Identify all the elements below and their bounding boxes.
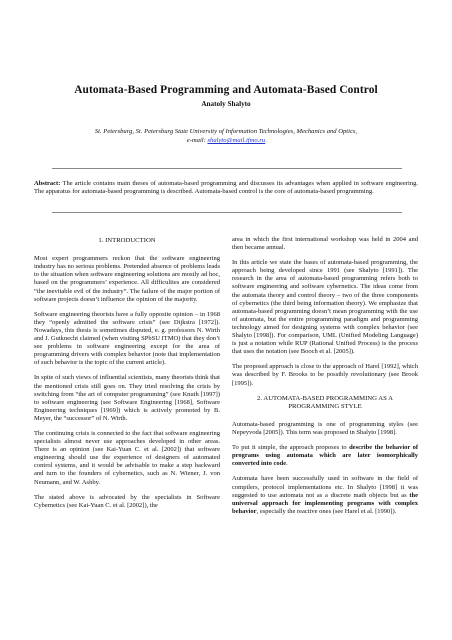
paragraph: In spite of such views of influential scientists, many theorists think that the mentioned crisis still goes on. They tried resolving the crisis by switching from “the art of computer programming” (see Knuth [1997]) to software engineering (see Software Engineering [1968], Software Engineering techniques [1969]) which is actively promoted by B. Meyer, the “successor” of N. Wirth. [34,374,220,422]
paragraph: The proposed approach is close to the approach of Harel [1992], which was described by F. Brooks to be possibly revolutionary (see Brook [1995]). [232,363,418,387]
left-column [34,237,220,517]
email-label: e-mail: [186,137,206,144]
bottom-divider [52,212,402,213]
text-run: . [286,460,288,468]
abstract-text: The article contains main theses of automata-based programming and discusses its advantages when applied in software engineering. The apparatus for automata-based programming is described. Automata-based control is the core of automata-based programming. [34,180,418,196]
paragraph-continuation: area in which the first international workshop was held in 2004 and then became annual. [232,236,418,252]
paragraph: Software engineering theorists have a fully opposite opinion – in 1968 they “openly admitted the software crisis” (see Dijkstra [1972]). Nowadays, this thesis is sometimes disputed, e. g. professors N. Wirth and J. Gutknecht claimed (when visiting SPbSU ITMO) that they don’t see problems in software engineering except for the area of programming drivers with complex behavior (note that implementation of such behavior is the topic of the current article). [34,310,220,367]
paragraph [232,444,418,468]
right-column [232,236,418,523]
abstract [34,180,418,197]
affiliation: St. Petersburg, St. Petersburg State University of Information Technologies, Mechanics and Optics, [94,128,358,135]
text-run: Automata have been successfully used in software in the field of compilers, protocol implementations etc. In Shalyto [1998] it was suggested to use automata not as a discrete math objects but as [232,475,418,499]
paragraph: The stated above is advocated by the specialists in Software Cybernetics (see Kai-Yuan C. et al. [2002]), the [34,493,220,509]
section-heading-style: 2. AUTOMATA-BASED PROGRAMMING AS A PROGRAMMING STYLE [257,394,393,410]
paragraph: The continuing crisis is connected to the fact that software engineering specialists almost never use approaches developed in other areas. There is an opinion (see Kai-Yuan C. et al. [2002]) that software engineering should use the experience of designers of automated control systems, and it would be advisable to make a step backward and turn to the founders of cybernetics, such as N. Wiener, J. von Neumann, and W. Ashby. [34,429,220,486]
top-divider [52,168,402,169]
paragraph: In this article we state the bases of automata-based programming, the approach being developed since 1991 (see Shalyto [1991]). The research in the area of automata-based programming refers both to software engineering and software cybernetics. The ideas come from the automata theory and control theory – two of the three components of cybernetics (the third being information theory). We emphasize that automata-based programming doesn’t mean programming with the use of automata, but the entire programming paradigm and programming technology aimed for designing systems with complex behavior (see Shalyto [1998]). For comparison, UML (Unified Modeling Language) is just a notation while RUP (Rational Unified Process) is the process that uses the notation (see Booch et al. [2005]). [232,259,418,356]
email-link[interactable]: shalyto@mail.ifmo.ru [207,137,266,144]
paper-author: Anatoly Shalyto [201,100,251,108]
paragraph: Most expert programmers reckon that the software engineering industry has no serious problems. Pretended absence of problems leads to the situation when software engineering solutions are mostly ad hoc, based on the programmers’ experience. All difficulties are considered “the inevitable evil of the industry”. The failure of the major portion of software projects doesn’t influence the opinion of the majority. [34,255,220,303]
email-line [40,136,412,145]
abstract-label: Abstract: [34,180,61,187]
text-run: , especially the reactive ones (see Harel et al. [1990]). [256,507,397,515]
text-run: To put it simple, the approach proposes to [232,444,347,452]
paper-title: Automata-Based Programming and Automata-Based Control [74,84,378,96]
section-heading-introduction: 1. INTRODUCTION [98,237,156,244]
emphasis-text: describe the behavior of programs using automata which are later isomorphically converted into code [232,444,418,468]
paragraph: Automata-based programming is one of programming styles (see Nepeyvoda [2005]). This term was proposed in Shalyto [1998]. [232,421,418,437]
emphasis-text: the universal approach for implementing programs with complex behavior [232,491,419,515]
paragraph [232,475,418,515]
affiliation-block [40,127,412,145]
